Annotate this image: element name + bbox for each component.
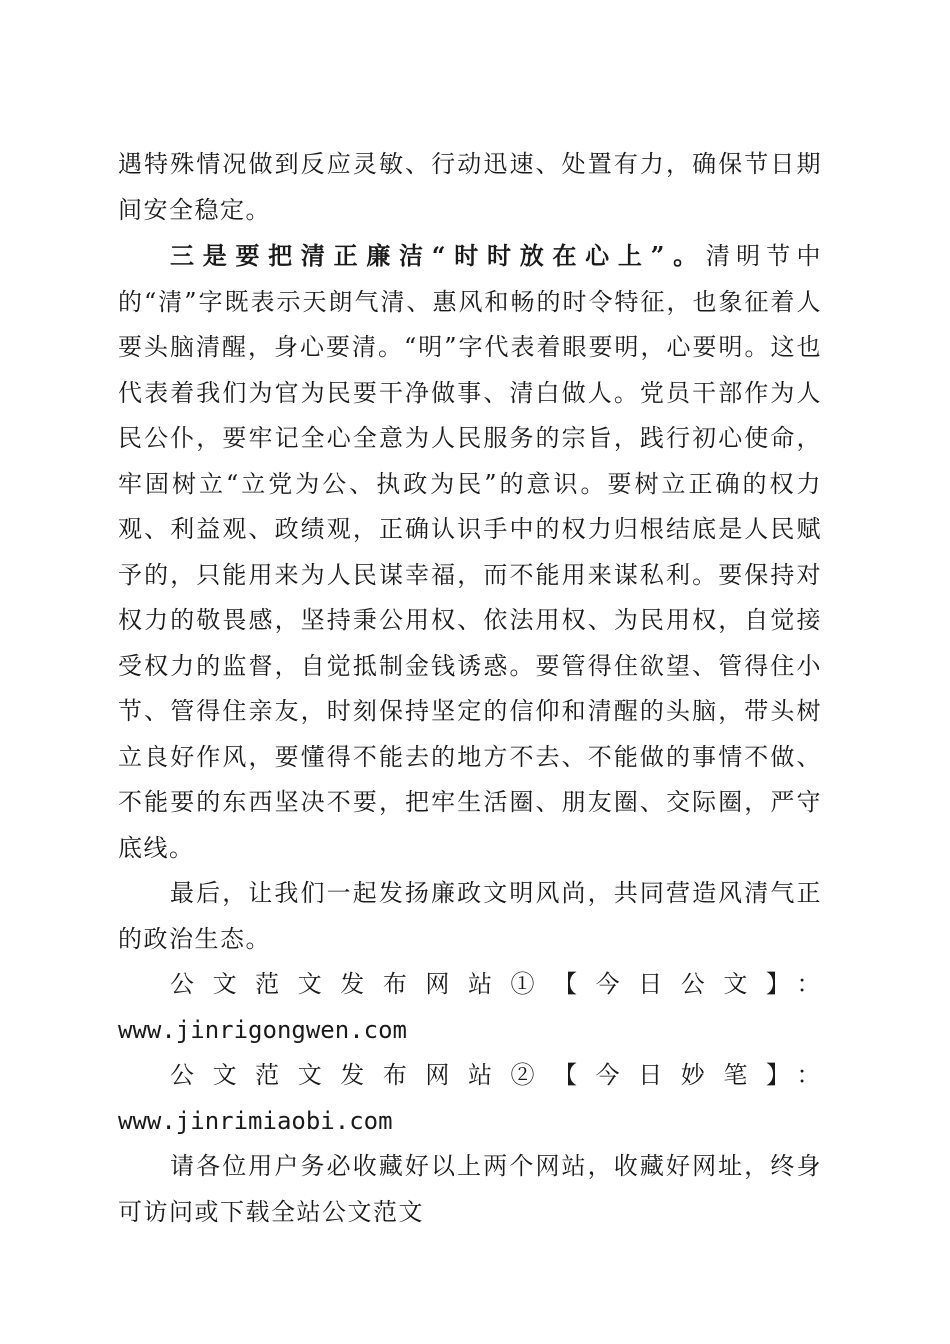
site-one-line: 公文范文发布网站①【今日公文】：: [170, 970, 822, 998]
point-three-body: 清明节中的“清”字既表示天朗气清、惠风和畅的时令特征，也象征着人要头脑清醒，身心要清。“明”字代表着眼要明，心要明。这也代表着我们为官为民要干净做事、清白做人。党员干部作为人民公仆，要牢记全心全意为人民服务的宗旨，践行初心使命，牢固树立“立党为公、执政为民”的意识。要树立正确的权力观、利益观、政绩观，正确认识手中的权力归根结底是人民赋予的，只能用来为人民谋幸福，而不能用来谋私利。要保持对权力的敬畏感，坚持秉公用权、依法用权、为民用权，自觉接受权力的监督，自觉抵制金钱诱惑。要管得住欲望、管得住小节、管得住亲友，时刻保持坚定的信仰和清醒的头脑，带头树立良好作风，要懂得不能去的地方不去、不能做的事情不做、不能要的东西坚决不要，把牢生活圈、朋友圈、交际圈，严守底线。: [118, 242, 823, 862]
site-two-line: [118, 1053, 822, 1144]
paragraph-closing: 最后，让我们一起发扬廉政文明风尚，共同营造风清气正的政治生态。: [118, 879, 822, 953]
site-two-label: 公文范文发布网站②【今日妙笔】：: [170, 1061, 822, 1089]
point-three-heading: 三是要把清正廉洁“时时放在心上”。: [170, 241, 706, 270]
site-two-url[interactable]: www.jinrimiaobi.com: [118, 1106, 393, 1135]
paragraph-continued: 遇特殊情况做到反应灵敏、行动迅速、处置有力，确保节日期间安全稳定。: [118, 150, 822, 224]
paragraph-point-three: [118, 233, 822, 871]
document-page: [118, 142, 822, 1235]
site-one-url[interactable]: www.jinrigongwen.com: [118, 1015, 407, 1044]
notice-paragraph: 请各位用户务必收藏好以上两个网站，收藏好网址，终身可访问或下载全站公文范文: [118, 1152, 822, 1226]
